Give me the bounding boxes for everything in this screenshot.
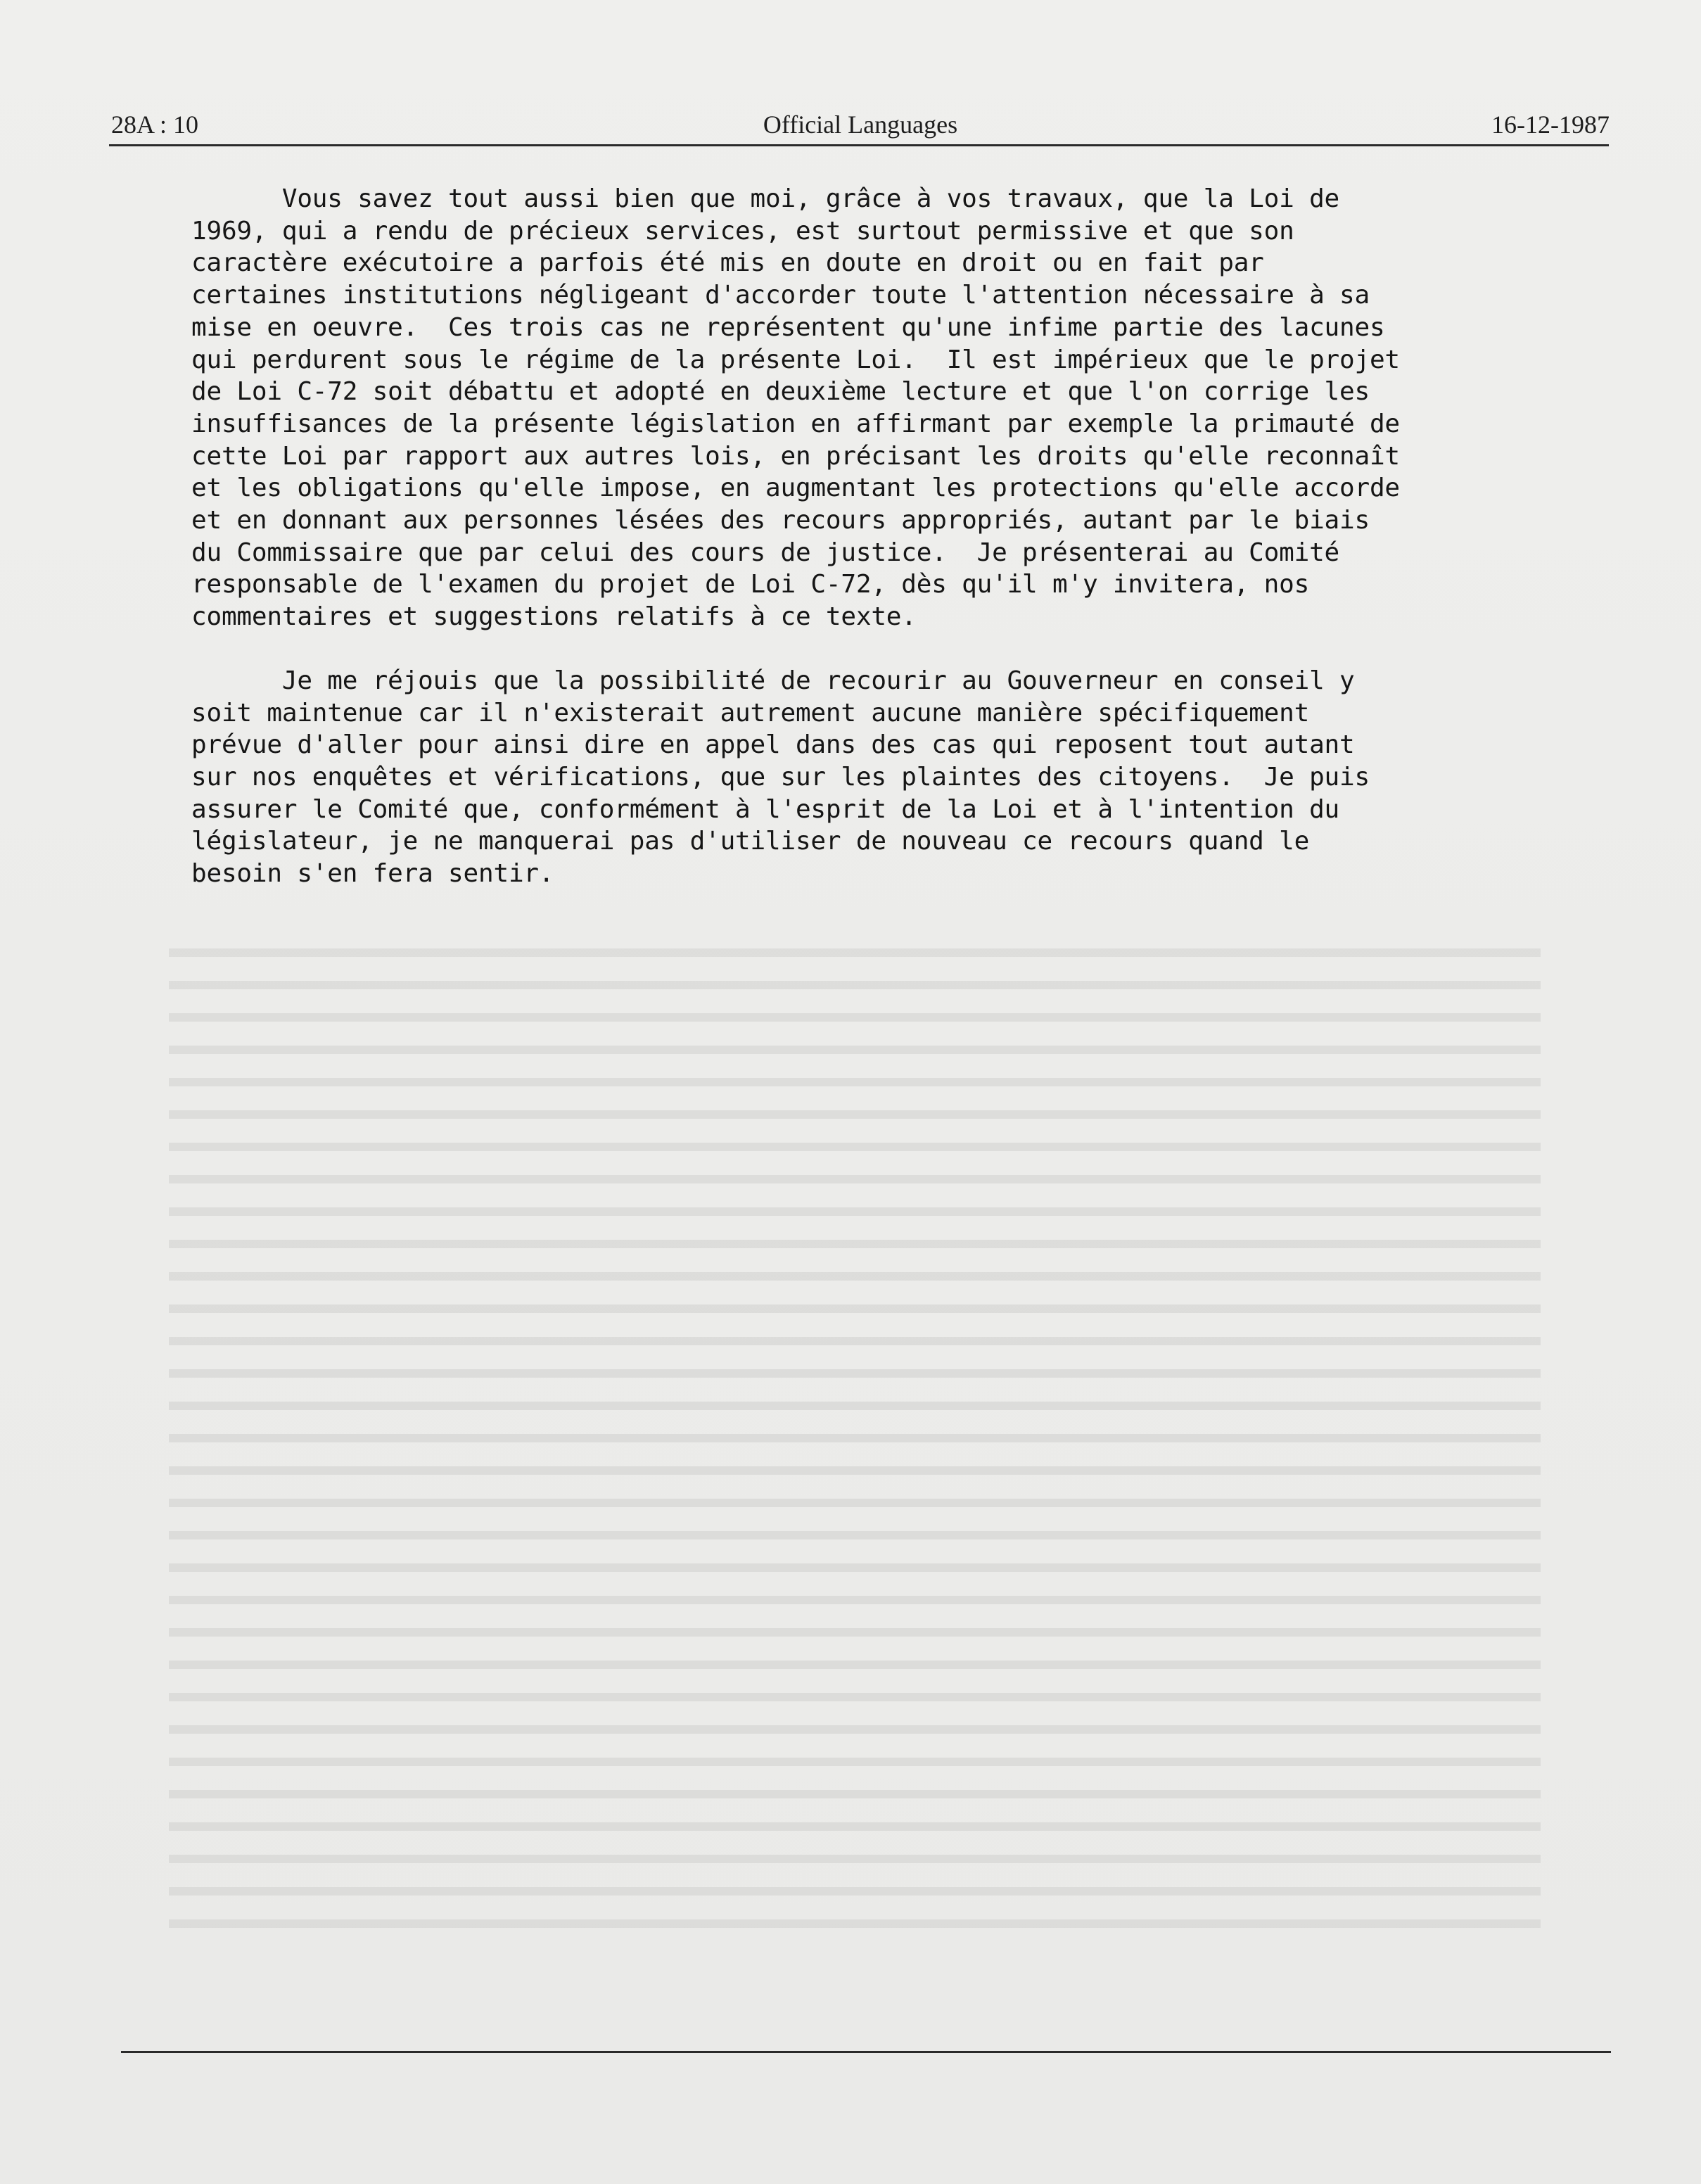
text-line: insuffisances de la présente législation en affirmant par exemple la primauté de	[191, 409, 1400, 438]
text-line: caractère exécutoire a parfois été mis en doute en droit ou en fait par	[191, 248, 1264, 278]
text-line: responsable de l'examen du projet de Loi C-72, dès qu'il m'y invitera, nos	[191, 570, 1310, 599]
text-line: et les obligations qu'elle impose, en augmentant les protections qu'elle accorde	[191, 474, 1400, 503]
page-header	[111, 110, 1610, 145]
text-line: 1969, qui a rendu de précieux services, est surtout permissive et que son	[191, 216, 1294, 246]
running-title: Official Languages	[763, 110, 958, 139]
paragraph-1	[191, 183, 1514, 633]
body-text	[191, 183, 1514, 890]
text-line: de Loi C-72 soit débattu et adopté en deuxième lecture et que l'on corrige les	[191, 377, 1370, 407]
text-line: Vous savez tout aussi bien que moi, grâce à vos travaux, que la Loi de	[191, 184, 1340, 213]
text-line: législateur, je ne manquerai pas d'utiliser de nouveau ce recours quand le	[191, 827, 1310, 856]
header-rule	[109, 144, 1609, 146]
text-line: qui perdurent sous le régime de la présente Loi. Il est impérieux que le projet	[191, 345, 1400, 374]
page-number: 28A : 10	[111, 110, 199, 139]
paragraph-2	[191, 665, 1514, 890]
text-line: mise en oeuvre. Ces trois cas ne représentent qu'une infime partie des lacunes	[191, 312, 1385, 342]
footer-rule	[121, 2051, 1611, 2053]
text-line: Je me réjouis que la possibilité de recourir au Gouverneur en conseil y	[191, 666, 1355, 695]
text-line: besoin s'en fera sentir.	[191, 859, 554, 889]
text-line: du Commissaire que par celui des cours de justice. Je présenterai au Comité	[191, 538, 1340, 567]
text-line: et en donnant aux personnes lésées des recours appropriés, autant par le biais	[191, 506, 1370, 535]
text-line: commentaires et suggestions relatifs à ce texte.	[191, 602, 917, 632]
text-line: prévue d'aller pour ainsi dire en appel dans des cas qui reposent tout autant	[191, 730, 1355, 760]
bleed-through-texture	[169, 936, 1541, 1942]
text-line: sur nos enquêtes et vérifications, que sur les plaintes des citoyens. Je puis	[191, 762, 1370, 792]
text-line: certaines institutions négligeant d'accorder toute l'attention nécessaire à sa	[191, 281, 1370, 310]
text-line: soit maintenue car il n'existerait autrement aucune manière spécifiquement	[191, 698, 1310, 728]
header-date: 16-12-1987	[1491, 110, 1610, 139]
text-line: assurer le Comité que, conformément à l'esprit de la Loi et à l'intention du	[191, 794, 1340, 824]
text-line: cette Loi par rapport aux autres lois, en précisant les droits qu'elle reconnaît	[191, 441, 1400, 471]
